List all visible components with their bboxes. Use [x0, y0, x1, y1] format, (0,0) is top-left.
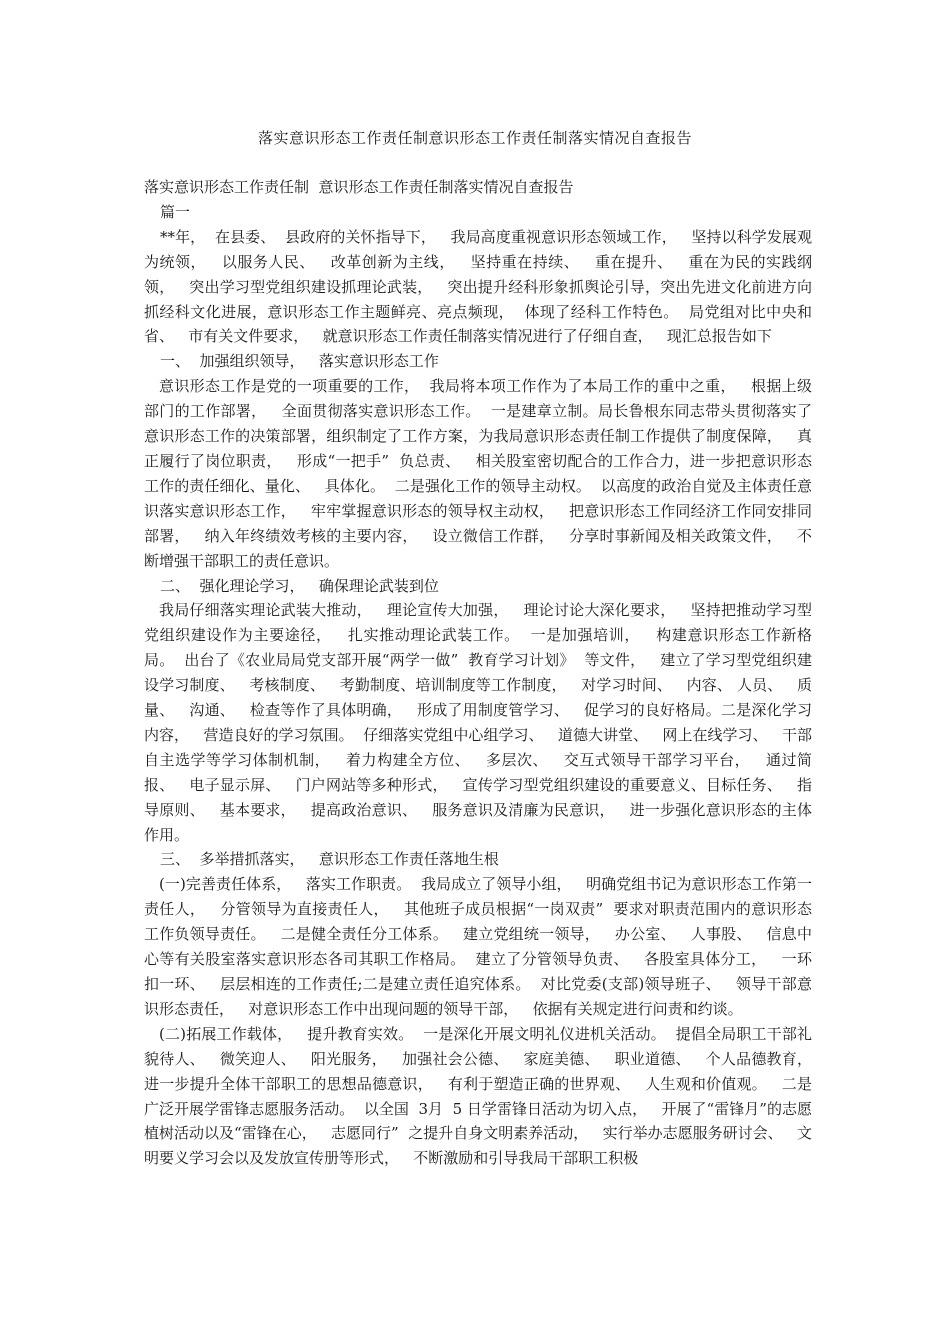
- section-heading-2: 二、 强化理论学习， 确保理论武装到位: [160, 576, 439, 595]
- section-3-paragraph-1: (一)完善责任体系， 落实工作职责。 我局成立了领导小组， 明确党组书记为意识形态工作第一责任人， 分管领导为直接责任人， 其他班子成员根据“一岗双责” 要求对职责范围内的意识形态工作负领导责任。 二是健全责任分工体系。 建立党组统一领导， 办公室、 人事股、 信息中心等有关股室落实意识形态各司其职工作格局。 建立了分管领导负责、 各股室具体分工， 一环扣一环、 层层相连的工作责任;二是建立责任追究体系。 对比党委(支部)领导班子、 领导干部意识形态责任， 对意识形态工作中出现问题的领导干部， 依据有关规定进行问责和约谈。: [144, 875, 812, 1018]
- section-2-paragraph-1: 我局仔细落实理论武装大推动， 理论宣传大加强， 理论讨论大深化要求， 坚持把推动学习型党组织建设作为主要途径， 扎实推动理论武装工作。 一是加强培训， 构建意识形态工作新格局。 出台了《农业局局党支部开展“两学一做” 教育学习计划》 等文件， 建立了学习型党组织建设学习制度、 考核制度、 考勤制度、培训制度等工作制度， 对学习时间、 内容、 人员、 质量、 沟通、 检查等作了具体明确， 形成了用制度管学习、 促学习的良好格局。二是深化学习内容， 营造良好的学习氛围。 仔细落实党组中心组学习、 道德大讲堂、 网上在线学习、 干部自主选学等学习体制机制， 着力构建全方位、 多层次、 交互式领导干部学习平台， 通过简报、 电子显示屏、 门户网站等多种形式， 宣传学习型党组织建设的重要意义、目标任务、 指导原则、 基本要求， 提高政治意识、 服务意识及清廉为民意识， 进一步强化意识形态的主体作用。: [144, 601, 812, 844]
- section-3-paragraph-2: (二)拓展工作载体， 提升教育实效。 一是深化开展文明礼仪进机关活动。 提倡全局职工干部礼貌待人、 微笑迎人、 阳光服务， 加强社会公德、 家庭美德、 职业道德、 个人品德教育， 进一步提升全体干部职工的思想品德意识， 有利于塑造正确的世界观、 人生观和价值观。 二是广泛开展学雷锋志愿服务活动。 以全国 3月 5 日学雷锋日活动为切入点， 开展了“雷锋月”的志愿植树活动以及“雷锋在心， 志愿同行” 之提升自身文明素养活动， 实行举办志愿服务研讨会、 文明要义学习会以及发放宣传册等形式， 不断激励和引导我局干部职工积极: [144, 1024, 827, 1168]
- part-label: 篇一: [160, 202, 191, 221]
- document-title: 落实意识形态工作责任制意识形态工作责任制落实情况自查报告: [257, 129, 692, 147]
- document-subtitle: 落实意识形态工作责任制 意识形态工作责任制落实情况自查报告: [144, 178, 574, 196]
- section-heading-3: 三、 多举措抓落实， 意识形态工作责任落地生根: [160, 850, 499, 869]
- section-1-paragraph-1: 意识形态工作是党的一项重要的工作， 我局将本项工作作为了本局工作的重中之重， 根据上级部门的工作部署， 全面贯彻落实意识形态工作。 一是建章立制。局长鲁根东同志带头贯彻落实了意识形态工作的决策部署，组织制定了工作方案，为我局意识形态责任制工作提供了制度保障， 真正履行了岗位职责， 形成“一把手” 负总责、 相关股室密切配合的工作合力，进一步把意识形态工作的责任细化、量化、 具体化。 二是强化工作的领导主动权。 以高度的政治自觉及主体责任意识落实意识形态工作， 牢牢掌握意识形态的领导权主动权， 把意识形态工作同经济工作同安排同部署， 纳入年终绩效考核的主要内容， 设立微信工作群， 分享时事新闻及相关政策文件， 不断增强干部职工的责任意识。: [144, 377, 812, 570]
- intro-paragraph: **年， 在县委、 县政府的关怀指导下， 我局高度重视意识形态领域工作， 坚持以科学发展观为统领， 以服务人民、 改革创新为主线， 坚持重在持续、 重在提升、 重在为民的实践纲领， 突出学习型党组织建设抓理论武装， 突出提升经科形象抓舆论引导，突出先进文化前进方向抓经科文化进展，意识形态工作主题鲜亮、亮点频现， 体现了经科工作特色。 局党组对比中央和省、 市有关文件要求， 就意识形态工作责任制落实情况进行了仔细自查， 现汇总报告如下: [144, 227, 812, 346]
- document-body: [144, 175, 827, 1171]
- section-heading-1: 一、 加强组织领导， 落实意识形态工作: [160, 352, 439, 371]
